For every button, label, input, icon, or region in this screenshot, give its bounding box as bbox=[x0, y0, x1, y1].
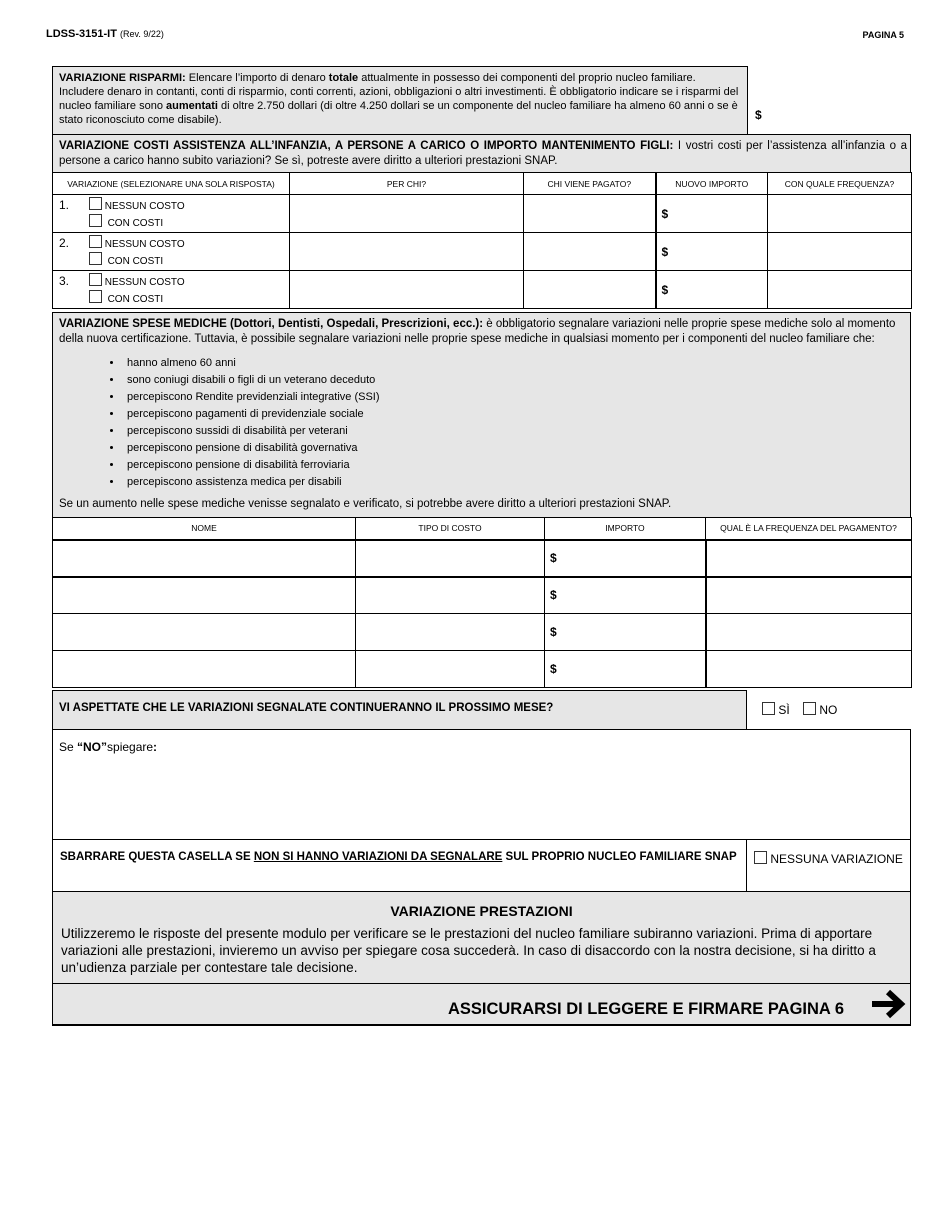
amount-input[interactable]: $ bbox=[656, 233, 768, 271]
with-cost-option[interactable]: CON COSTI bbox=[89, 290, 163, 305]
continue-answer bbox=[746, 690, 911, 730]
amount-input[interactable]: $ bbox=[545, 614, 706, 651]
for-whom-input[interactable] bbox=[290, 271, 524, 309]
yes-option[interactable]: SÌ bbox=[762, 702, 790, 717]
table-row bbox=[53, 651, 912, 688]
medical-bullet-list bbox=[53, 355, 923, 491]
childcare-header bbox=[52, 134, 911, 173]
no-option[interactable]: NO bbox=[803, 702, 837, 717]
col-name: NOME bbox=[53, 518, 356, 540]
with-cost-option[interactable]: CON COSTI bbox=[89, 214, 163, 229]
with-cost-option[interactable]: CON COSTI bbox=[89, 252, 163, 267]
name-input[interactable] bbox=[53, 614, 356, 651]
row-number: 1. bbox=[59, 198, 70, 212]
benefits-title: VARIAZIONE PRESTAZIONI bbox=[390, 903, 573, 919]
row-number: 3. bbox=[59, 274, 70, 288]
list-item: • percepiscono assistenza medica per disabili bbox=[123, 474, 923, 491]
who-paid-input[interactable] bbox=[524, 195, 656, 233]
continue-question: VI ASPETTATE CHE LE VARIAZIONI SEGNALATE CONTINUERANNO IL PROSSIMO MESE? bbox=[59, 702, 554, 714]
childcare-text: VARIAZIONE COSTI ASSISTENZA ALL’INFANZIA, A PERSONE A CARICO O IMPORTO MANTENIMENTO FIGLI: I vostri costi per l’assistenza all’infanzia o a persone a carico hanno subito variazioni? Se sì, potreste avere diritto a ulteriori prestazioni SNAP. bbox=[59, 140, 907, 167]
no-cost-option[interactable]: NESSUN COSTO bbox=[89, 273, 185, 288]
table-row bbox=[53, 540, 912, 577]
col-frequency: CON QUALE FREQUENZA? bbox=[768, 173, 912, 195]
benefits-section bbox=[52, 891, 911, 984]
table-row bbox=[53, 614, 912, 651]
checkbox[interactable] bbox=[89, 273, 102, 286]
table-row bbox=[53, 233, 912, 271]
frequency-input[interactable] bbox=[768, 233, 912, 271]
no-cost-option[interactable]: NESSUN COSTO bbox=[89, 235, 185, 250]
medical-section bbox=[52, 312, 911, 518]
explain-field[interactable] bbox=[52, 729, 911, 840]
page-header bbox=[46, 28, 904, 44]
list-item: • percepiscono Rendite previdenziali integrative (SSI) bbox=[123, 389, 923, 406]
who-paid-input[interactable] bbox=[524, 271, 656, 309]
amount-input[interactable]: $ bbox=[545, 651, 706, 688]
page-number: PAGINA 5 bbox=[862, 30, 904, 40]
col-who-paid: CHI VIENE PAGATO? bbox=[524, 173, 656, 195]
medical-intro: VARIAZIONE SPESE MEDICHE (Dottori, Dentisti, Ospedali, Prescrizioni, ecc.): è obbligatorio segnalare variazioni nelle proprie spese mediche solo al momento della nuova certificazione. Tuttavia, è possibile segnalare variazioni nelle proprie spese mediche in qualsiasi momento per i componenti del nucleo familiare che: bbox=[59, 318, 896, 345]
col-amount: IMPORTO bbox=[545, 518, 706, 540]
cost-type-input[interactable] bbox=[356, 614, 545, 651]
medical-footer: Se un aumento nelle spese mediche venisse segnalato e verificato, si potrebbe avere diritto a ulteriori prestazioni SNAP. bbox=[59, 498, 672, 510]
checkbox[interactable] bbox=[803, 702, 816, 715]
name-input[interactable] bbox=[53, 651, 356, 688]
list-item: • sono coniugi disabili o figli di un veterano deceduto bbox=[123, 372, 923, 389]
col-variation: VARIAZIONE (SELEZIONARE UNA SOLA RISPOSTA) bbox=[53, 173, 290, 195]
col-new-amount: NUOVO IMPORTO bbox=[656, 173, 768, 195]
arrow-right-icon bbox=[869, 989, 907, 1019]
col-payment-frequency: QUAL È LA FREQUENZA DEL PAGAMENTO? bbox=[706, 518, 912, 540]
savings-amount-field[interactable] bbox=[747, 66, 911, 135]
frequency-input[interactable] bbox=[706, 577, 912, 614]
list-item: • percepiscono pensione di disabilità ferroviaria bbox=[123, 457, 923, 474]
no-cost-option[interactable]: NESSUN COSTO bbox=[89, 197, 185, 212]
frequency-input[interactable] bbox=[768, 195, 912, 233]
for-whom-input[interactable] bbox=[290, 233, 524, 271]
footer-text: ASSICURARSI DI LEGGERE E FIRMARE PAGINA 6 bbox=[447, 1000, 844, 1018]
col-for-whom: PER CHI? bbox=[290, 173, 524, 195]
table-row bbox=[53, 271, 912, 309]
no-change-option[interactable]: NESSUNA VARIAZIONE bbox=[754, 851, 903, 866]
medical-table bbox=[52, 517, 912, 688]
savings-section bbox=[52, 66, 911, 135]
amount-input[interactable]: $ bbox=[545, 577, 706, 614]
variation-cell bbox=[53, 233, 290, 271]
checkbox[interactable] bbox=[762, 702, 775, 715]
list-item: • percepiscono pagamenti di previdenziale sociale bbox=[123, 406, 923, 423]
checkbox[interactable] bbox=[754, 851, 767, 864]
who-paid-input[interactable] bbox=[524, 233, 656, 271]
dollar-sign: $ bbox=[755, 108, 762, 122]
for-whom-input[interactable] bbox=[290, 195, 524, 233]
explain-label: Se “NO”spiegare: bbox=[59, 740, 158, 754]
footer-bar bbox=[52, 983, 911, 1026]
form-id: LDSS-3151-IT (Rev. 9/22) bbox=[46, 28, 164, 40]
table-row bbox=[53, 195, 912, 233]
list-item: • percepiscono sussidi di disabilità per veterani bbox=[123, 423, 923, 440]
checkbox[interactable] bbox=[89, 290, 102, 303]
amount-input[interactable]: $ bbox=[656, 195, 768, 233]
savings-text: VARIAZIONE RISPARMI: Elencare l’importo di denaro totale attualmente in possesso dei componenti del proprio nucleo familiare. Includere denaro in contanti, conti di risparmio, conti correnti, azioni, obbligazioni o altri investimenti. È obbligatorio indicare se i risparmi del nucleo familiare sono aumentati di oltre 2.750 dollari (di oltre 4.250 dollari se un componente del nucleo familiare ha almeno 60 anni o se è stato riconosciuto come disabile). bbox=[59, 72, 739, 126]
no-change-checkbox-cell bbox=[746, 839, 911, 892]
childcare-table bbox=[52, 172, 912, 309]
cost-type-input[interactable] bbox=[356, 540, 545, 577]
form-revision: (Rev. 9/22) bbox=[119, 29, 164, 39]
checkbox[interactable] bbox=[89, 235, 102, 248]
no-change-text: SBARRARE QUESTA CASELLA SE NON SI HANNO VARIAZIONI DA SEGNALARE SUL PROPRIO NUCLEO FAMILIARE SNAP bbox=[60, 851, 737, 863]
frequency-input[interactable] bbox=[706, 614, 912, 651]
col-cost-type: TIPO DI COSTO bbox=[356, 518, 545, 540]
continue-question-row bbox=[52, 690, 911, 730]
variation-cell bbox=[53, 195, 290, 233]
frequency-input[interactable] bbox=[706, 651, 912, 688]
checkbox[interactable] bbox=[89, 197, 102, 210]
variation-cell bbox=[53, 271, 290, 309]
cost-type-input[interactable] bbox=[356, 577, 545, 614]
frequency-input[interactable] bbox=[768, 271, 912, 309]
row-number: 2. bbox=[59, 236, 70, 250]
list-item: • hanno almeno 60 anni bbox=[123, 355, 923, 372]
table-row bbox=[53, 577, 912, 614]
benefits-text: Utilizzeremo le risposte del presente modulo per verificare se le prestazioni del nucleo familiare subiranno variazioni. Prima di apportare variazioni alle prestazioni, invieremo un avviso per spiegare cosa succederà. In caso di disaccordo con la nostra decisione, si ha diritto a un’udienza parziale per contestare tale decisione. bbox=[61, 926, 876, 975]
list-item: • percepiscono pensione di disabilità governativa bbox=[123, 440, 923, 457]
name-input[interactable] bbox=[53, 577, 356, 614]
amount-input[interactable]: $ bbox=[656, 271, 768, 309]
checkbox[interactable] bbox=[89, 214, 102, 227]
frequency-input[interactable] bbox=[706, 540, 912, 577]
name-input[interactable] bbox=[53, 540, 356, 577]
checkbox[interactable] bbox=[89, 252, 102, 265]
cost-type-input[interactable] bbox=[356, 651, 545, 688]
amount-input[interactable]: $ bbox=[545, 540, 706, 577]
no-change-row bbox=[52, 839, 911, 892]
